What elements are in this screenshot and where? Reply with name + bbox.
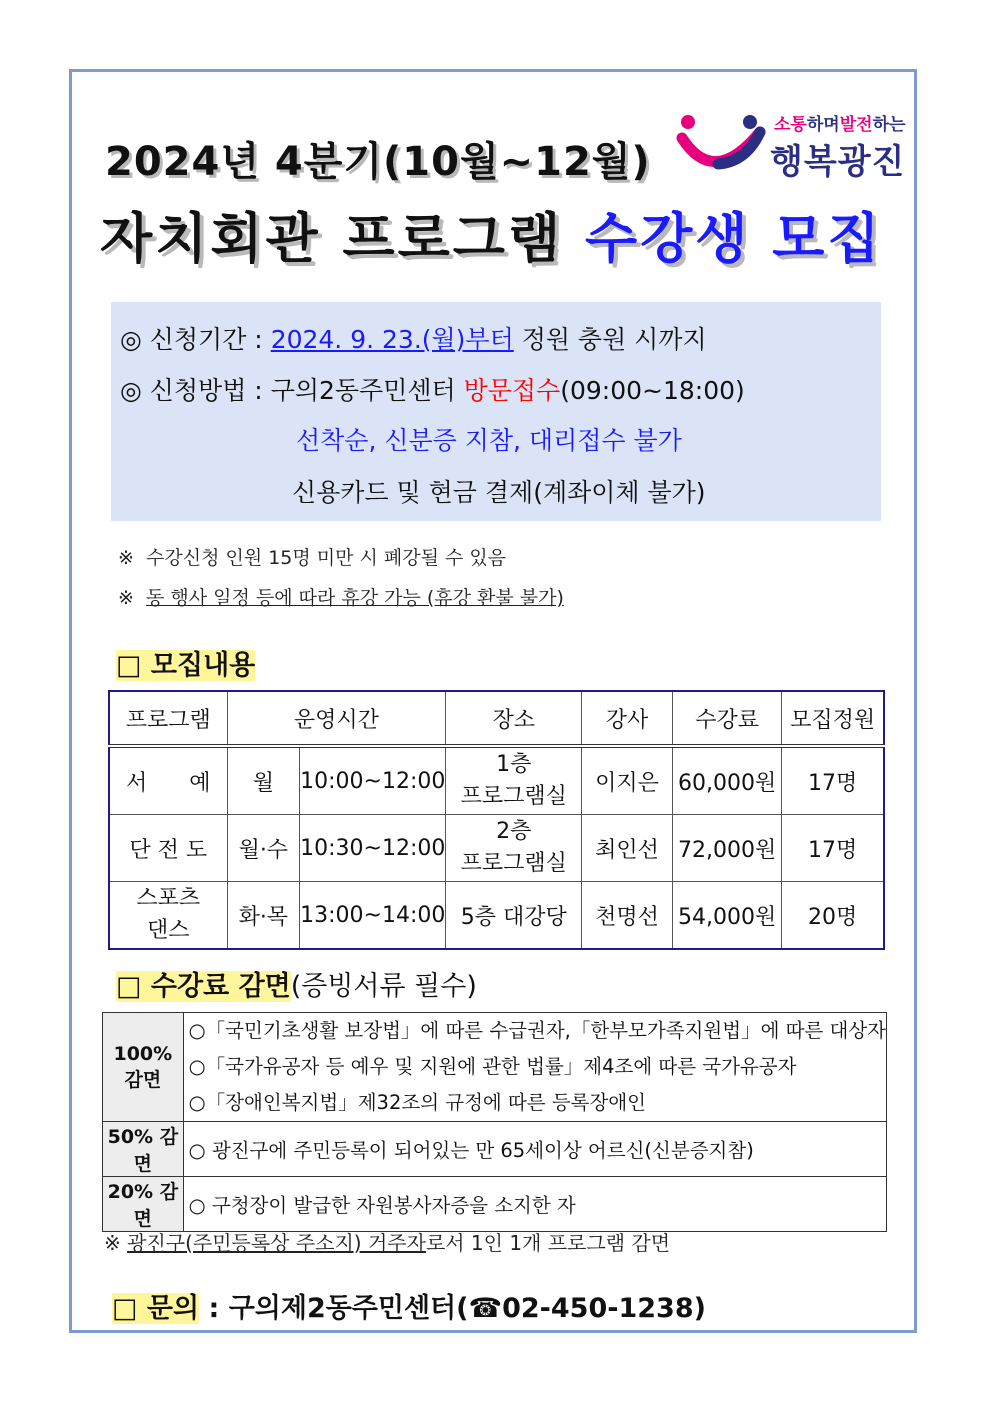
program-teacher: 천명선 [582,882,673,950]
logo-name: 행복광진 [770,142,906,182]
note-cancel: ※ 수강신청 인원 15명 미만 시 폐강될 수 있음 [118,547,507,569]
section-recruit: □ 모집내용 [116,650,256,681]
program-teacher: 최인선 [582,815,673,882]
program-fee: 72,000원 [672,815,782,882]
discount-label: 100% 감면 [103,1013,184,1122]
program-place: 5층 대강당 [446,882,582,950]
discount-items: ○ 광진구에 주민등록이 되어있는 만 65세이상 어르신(신분증지참) [183,1122,886,1177]
table-row [109,815,884,882]
program-days: 화·목 [227,882,300,950]
title-main-part1: 자치회관 프로그램 [100,207,564,270]
discount-note: ※ 광진구(주민등록상 주소지) 거주자로서 1인 1개 프로그램 감면 [104,1231,671,1255]
program-capacity: 20명 [782,882,884,950]
program-time: 10:30~12:00 [300,815,446,882]
section-discount: □ 수강료 감면(증빙서류 필수) [116,971,477,1002]
application-method: ◎ 신청방법 : 구의2동주민센터 방문접수(09:00~18:00) [120,376,745,405]
col-time: 운영시간 [227,691,446,746]
discount-items: ○ 구청장이 발급한 자원봉사자증을 소지한 자 [183,1177,886,1232]
logo-slogan: 소통하며발전하는 [774,115,906,135]
program-fee: 54,000원 [672,882,782,950]
application-period: ◎ 신청기간 : 2024. 9. 23.(월)부터 정원 충원 시까지 [120,325,707,354]
table-row [103,1177,887,1232]
program-time: 13:00~14:00 [300,882,446,950]
table-row [103,1013,887,1122]
title-main-highlight: 수강생 모집 [584,207,883,270]
note-holiday: ※ 동 행사 일정 등에 따라 휴강 가능 (휴강 환불 불가) [118,587,564,609]
program-capacity: 17명 [782,815,884,882]
table-row [103,1122,887,1177]
program-name: 단 전 도 [109,815,227,882]
program-time: 10:00~12:00 [300,746,446,815]
program-capacity: 17명 [782,746,884,815]
payment-info: 신용카드 및 현금 결제(계좌이체 불가) [292,478,706,507]
section-contact: □ 문의 : 구의제2동주민센터(☎02-450-1238) [112,1293,706,1324]
table-row [109,746,884,815]
program-table [108,690,885,950]
discount-label: 50% 감면 [103,1122,184,1177]
contact-info: : 구의제2동주민센터(☎02-450-1238) [208,1293,706,1324]
period-date: 2024. 9. 23.(월)부터 [270,325,514,354]
application-conditions: 선착순, 신분증 지참, 대리접수 불가 [296,426,682,455]
discount-items: ○「국민기초생활 보장법」에 따른 수급권자,「한부모가족지원법」에 따른 대상자 ○「국가유공자 등 예우 및 지원에 관한 법률」제4조에 따른 국가유공자 ○「장애인복지법」제32조의 규정에 따른 등록장애인 [183,1013,886,1122]
col-capacity: 모집정원 [782,691,884,746]
col-teacher: 강사 [582,691,673,746]
program-table-header [109,691,884,746]
program-days: 월 [227,746,300,815]
discount-table [102,1012,887,1232]
title-quarter: 2024년 4분기(10월~12월) [105,139,651,185]
program-teacher: 이지은 [582,746,673,815]
discount-label: 20% 감면 [103,1177,184,1232]
col-place: 장소 [446,691,582,746]
program-days: 월·수 [227,815,300,882]
col-fee: 수강료 [672,691,782,746]
table-row [109,882,884,950]
program-place: 1층 프로그램실 [446,746,582,815]
visit-only: 방문접수 [463,376,561,405]
program-place: 2층 프로그램실 [446,815,582,882]
col-program: 프로그램 [109,691,227,746]
program-name: 서 예 [109,746,227,815]
program-name: 스포츠 댄스 [109,882,227,950]
title-main [100,196,883,273]
program-fee: 60,000원 [672,746,782,815]
